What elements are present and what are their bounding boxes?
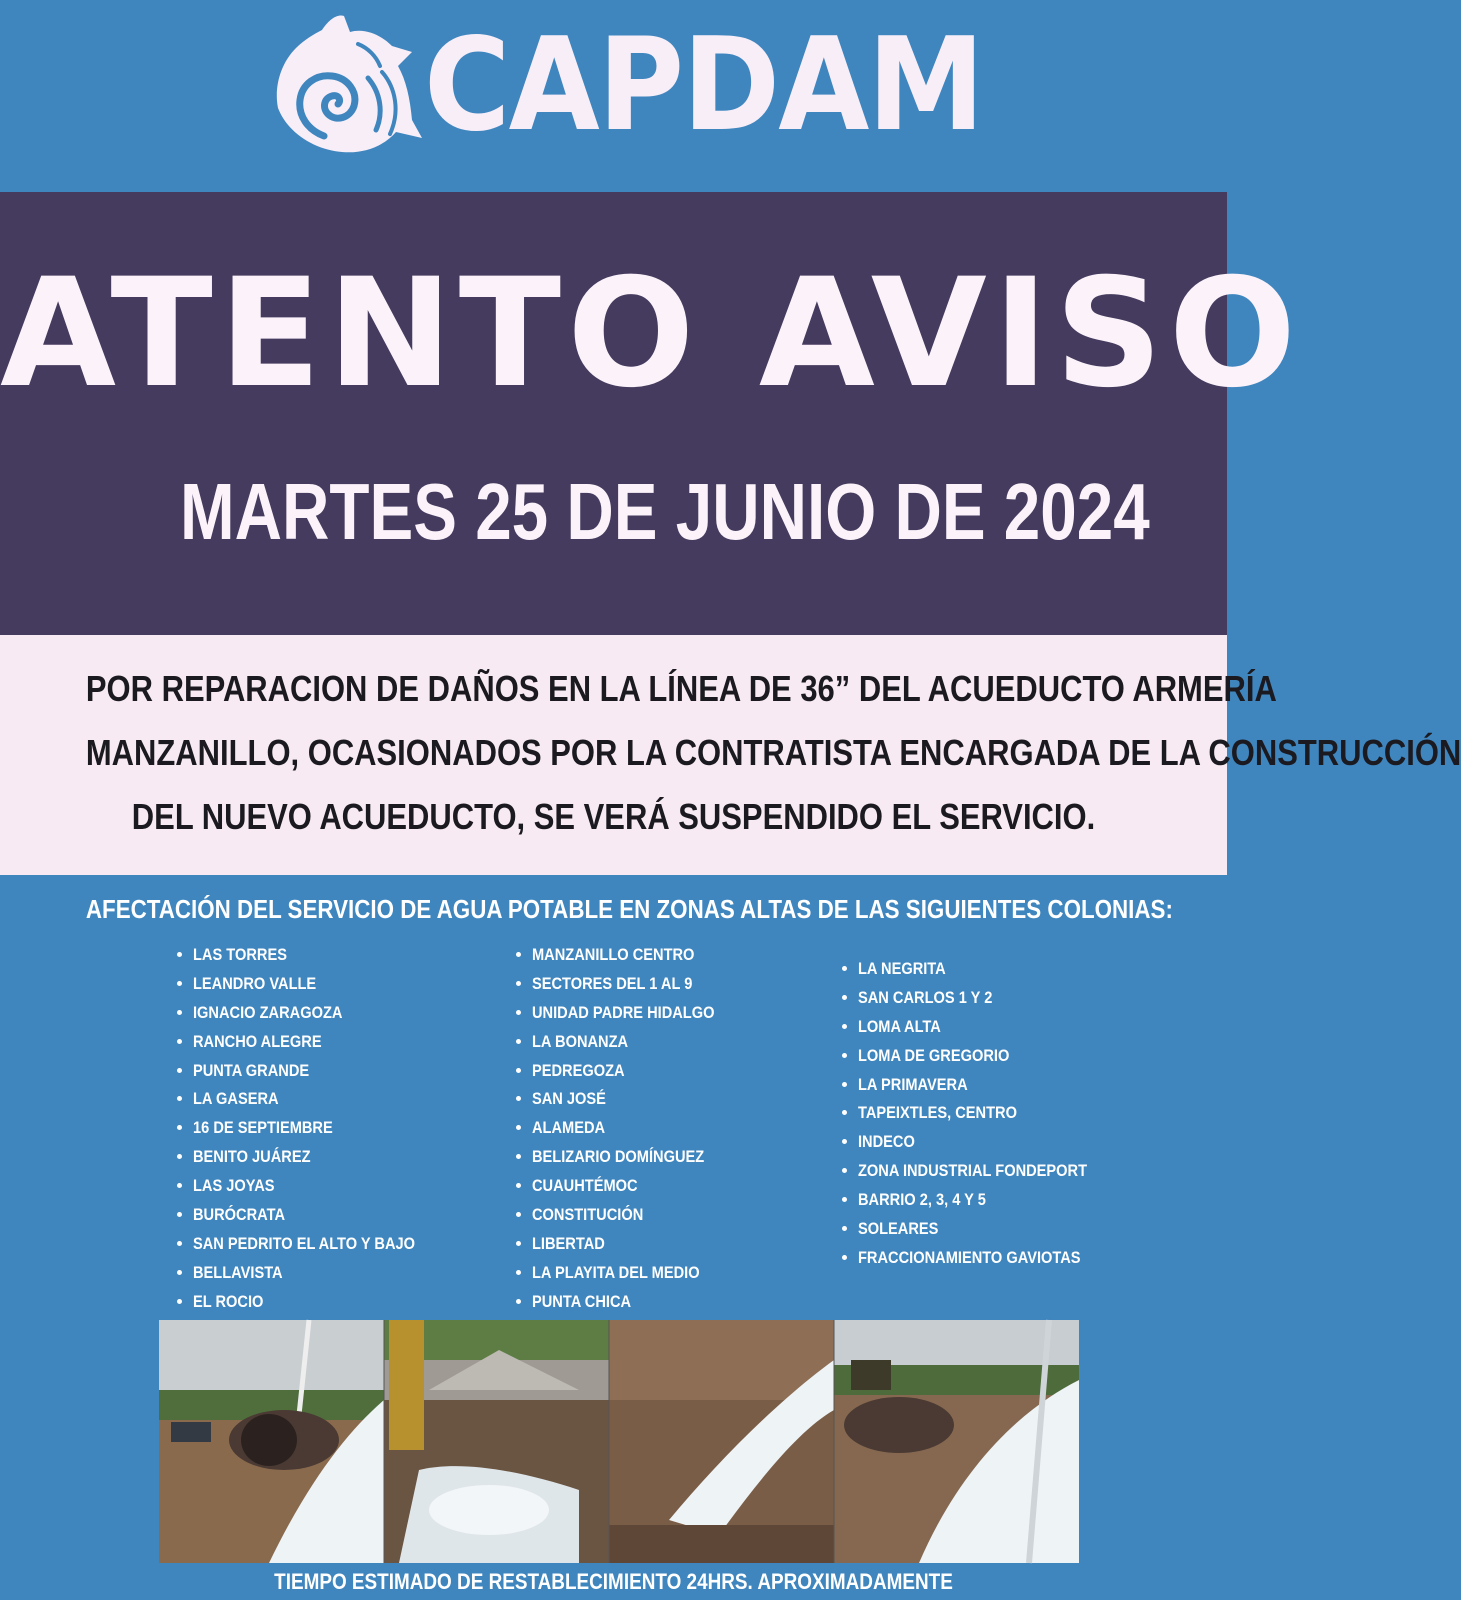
colonia-name: PEDREGOZA [532,1060,625,1080]
colonia-name: BARRIO 2, 3, 4 Y 5 [858,1190,986,1210]
colonia-name: SAN JOSÉ [532,1089,606,1109]
bullet-icon [177,1183,182,1188]
bullet-icon [177,952,182,957]
bullet-icon [177,1212,182,1217]
bullet-icon [842,1082,847,1087]
colonia-list-item [516,1027,744,1056]
bullet-icon [177,1010,182,1015]
colonia-list-item [177,1084,451,1113]
colonia-list-item [516,998,744,1027]
notice-line: POR REPARACION DE DAÑOS EN LA LÍNEA DE 36” DEL ACUEDUCTO ARMERÍA [85,668,1277,709]
colonia-name: LA GASERA [193,1089,279,1109]
colonia-name: BURÓCRATA [193,1205,286,1225]
colonia-list-item [516,940,744,969]
colonia-list-item [177,1056,451,1085]
bullet-icon [177,1096,182,1101]
colonia-list-item [177,1258,451,1287]
colonia-name: SOLEARES [858,1219,939,1239]
colonia-list-item [516,1287,744,1316]
photo-pipe-leak-2 [834,1320,1079,1563]
photo-water-jet [609,1320,834,1563]
colonia-list-item [177,940,451,969]
colonia-name: LIBERTAD [532,1233,605,1253]
bullet-icon [842,1053,847,1058]
bullet-icon [177,1154,182,1159]
bullet-icon [842,1255,847,1260]
colonia-name: RANCHO ALEGRE [193,1031,322,1051]
bullet-icon [516,1270,521,1275]
colonia-name: INDECO [858,1132,915,1152]
logo-text: CAPDAM [424,11,983,160]
colonia-list-item [516,1258,744,1287]
colonia-name: LOMA DE GREGORIO [858,1045,1010,1065]
colonia-name: TAPEIXTLES, CENTRO [858,1103,1017,1123]
bullet-icon [177,1039,182,1044]
bullet-icon [177,981,182,986]
bullet-icon [516,1010,521,1015]
colonia-list-item [177,1027,451,1056]
bullet-icon [842,1197,847,1202]
colonia-name: SAN CARLOS 1 Y 2 [858,987,993,1007]
colonia-name: FRACCIONAMIENTO GAVIOTAS [858,1247,1081,1267]
colonia-list-item [842,983,1124,1012]
photo-pipe-leak-1 [159,1320,384,1563]
bullet-icon [516,1154,521,1159]
colonia-name: BENITO JUÁREZ [193,1147,311,1167]
colonia-list-item [842,1041,1124,1070]
colonia-name: BELIZARIO DOMÍNGUEZ [532,1147,705,1167]
colonia-list-item [842,1185,1124,1214]
colonia-list-item [177,1287,451,1316]
colonia-name: LAS TORRES [193,945,287,964]
wave-fish-logo-icon [272,8,427,158]
bullet-icon [516,1299,521,1304]
colonias-list-1 [177,940,451,1316]
colonia-name: LA NEGRITA [858,959,946,978]
colonia-name: EL ROCIO [193,1291,264,1311]
colonia-name: LOMA ALTA [858,1016,941,1036]
colonia-list-item [516,1056,744,1085]
capdam-logo [272,8,992,158]
colonia-list-item [177,1142,451,1171]
bullet-icon [516,1212,521,1217]
colonia-list-item [842,1098,1124,1127]
colonia-name: IGNACIO ZARAGOZA [193,1002,343,1022]
header [0,0,1227,192]
bullet-icon [177,1270,182,1275]
colonia-list-item [516,1113,744,1142]
bullet-icon [842,1139,847,1144]
bullet-icon [177,1068,182,1073]
colonia-list-item [516,1142,744,1171]
colonia-list-item [842,1214,1124,1243]
colonia-list-item [177,1171,451,1200]
colonia-name: LA BONANZA [532,1031,629,1051]
colonia-name: LA PRIMAVERA [858,1074,968,1094]
colonia-name: SECTORES DEL 1 AL 9 [532,973,693,993]
divider [0,875,1227,887]
bullet-icon [842,995,847,1000]
colonia-name: SAN PEDRITO EL ALTO Y BAJO [193,1233,416,1253]
colonia-name: CONSTITUCIÓN [532,1205,644,1225]
colonia-list-item [177,1113,451,1142]
colonia-list-item [842,1156,1124,1185]
bullet-icon [842,1226,847,1231]
photo-excavation [384,1320,609,1563]
bullet-icon [516,1039,521,1044]
colonia-list-item [177,1229,451,1258]
bullet-icon [516,1183,521,1188]
colonia-list-item [177,969,451,998]
colonia-list-item [842,1012,1124,1041]
notice-line: DEL NUEVO ACUEDUCTO, SE VERÁ SUSPENDIDO EL SERVICIO. [131,796,1096,837]
colonia-list-item [516,1171,744,1200]
bullet-icon [177,1241,182,1246]
notice-date: MARTES 25 DE JUNIO DE 2024 [180,467,1150,556]
colonia-list-item [842,1127,1124,1156]
colonias-list-3 [842,954,1124,1272]
colonia-list-item [842,954,1124,983]
bullet-icon [516,952,521,957]
colonia-name: UNIDAD PADRE HIDALGO [532,1002,715,1022]
repair-photo-collage [159,1320,1079,1563]
colonia-name: PUNTA GRANDE [193,1060,310,1080]
colonia-list-item [177,998,451,1027]
bullet-icon [516,1241,521,1246]
bullet-icon [177,1299,182,1304]
bullet-icon [177,1125,182,1130]
colonia-list-item [516,1229,744,1258]
colonias-list-2 [516,940,744,1316]
notice-line: MANZANILLO, OCASIONADOS POR LA CONTRATISTA ENCARGADA DE LA CONSTRUCCIÓN [85,732,1461,773]
bullet-icon [842,1110,847,1115]
colonia-name: 16 DE SEPTIEMBRE [193,1118,333,1138]
colonia-name: CUAUHTÉMOC [532,1176,638,1196]
bullet-icon [842,1024,847,1029]
colonia-name: LAS JOYAS [193,1176,275,1196]
notice-banner [0,192,1303,635]
page-title: ATENTO AVISO [0,247,1303,421]
colonia-list-item [177,1200,451,1229]
affected-areas-title: AFECTACIÓN DEL SERVICIO DE AGUA POTABLE EN ZONAS ALTAS DE LAS SIGUIENTES COLONIAS: [85,894,1173,924]
colonia-list-item [842,1243,1124,1272]
bullet-icon [516,1125,521,1130]
colonia-name: PUNTA CHICA [532,1291,632,1311]
bullet-icon [842,966,847,971]
notice-description [0,635,1461,875]
colonia-name: MANZANILLO CENTRO [532,945,695,964]
bullet-icon [516,981,521,986]
bullet-icon [516,1068,521,1073]
colonia-name: BELLAVISTA [193,1262,283,1282]
restoration-time-text: TIEMPO ESTIMADO DE RESTABLECIMIENTO 24HRS. APROXIMADAMENTE [274,1569,953,1594]
colonia-list-item [842,1070,1124,1099]
colonia-name: LA PLAYITA DEL MEDIO [532,1262,700,1282]
colonia-list-item [516,969,744,998]
notice-text [85,657,1461,849]
bullet-icon [842,1168,847,1173]
colonia-name: LEANDRO VALLE [193,973,317,993]
colonia-name: ALAMEDA [532,1118,606,1138]
colonia-list-item [516,1084,744,1113]
colonia-list-item [516,1200,744,1229]
bullet-icon [516,1096,521,1101]
colonia-name: ZONA INDUSTRIAL FONDEPORT [858,1161,1088,1181]
